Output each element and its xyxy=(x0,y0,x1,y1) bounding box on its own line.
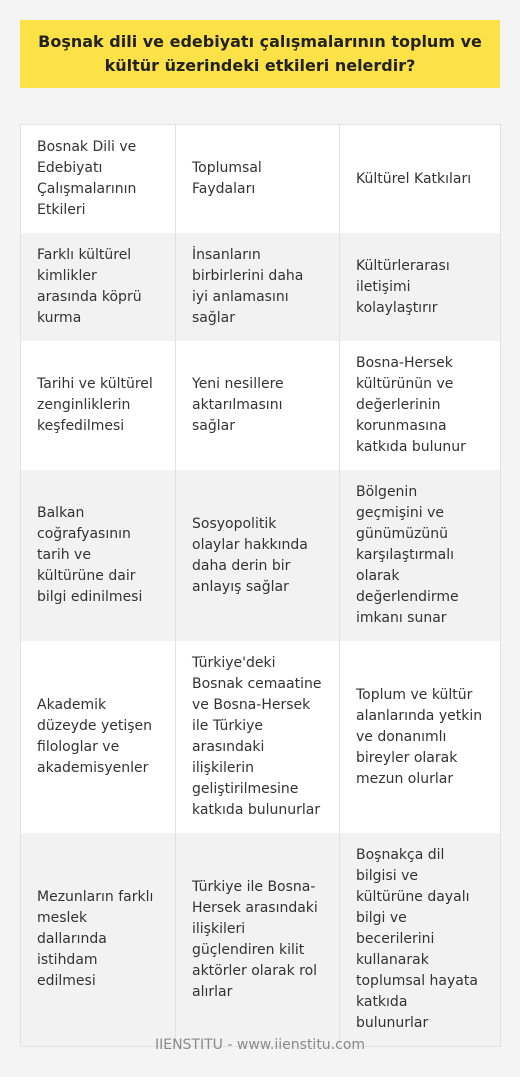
table-cell: Toplum ve kültür alanlarında yetkin ve donanımlı bireyler olarak mezun olurlar xyxy=(340,641,501,833)
table-cell: Toplumsal Faydaları xyxy=(176,125,340,234)
table-cell: Boşnakça dil bilgisi ve kültürüne dayalı bilgi ve becerilerini kullanarak toplumsal hayata katkıda bulunurlar xyxy=(340,833,501,1047)
table-cell: Türkiye ile Bosna-Hersek arasındaki ilişkileri güçlendiren kilit aktörler olarak rol alırlar xyxy=(176,833,340,1047)
page-title: Boşnak dili ve edebiyatı çalışmalarının toplum ve kültür üzerindeki etkileri nelerdir? xyxy=(38,32,482,75)
table-cell: Kültürel Katkıları xyxy=(340,125,501,234)
table-cell: Yeni nesillere aktarılmasını sağlar xyxy=(176,341,340,470)
table-cell: Akademik düzeyde yetişen filologlar ve akademisyenler xyxy=(21,641,176,833)
table-cell: Kültürlerarası iletişimi kolaylaştırır xyxy=(340,233,501,341)
table-cell: Balkan coğrafyasının tarih ve kültürüne dair bilgi edinilmesi xyxy=(21,470,176,641)
title-banner xyxy=(20,20,500,88)
table-cell: Bölgenin geçmişini ve günümüzünü karşılaştırmalı olarak değerlendirme imkanı sunar xyxy=(340,470,501,641)
comparison-table-container xyxy=(20,124,500,1047)
comparison-table xyxy=(20,124,501,1047)
table-cell: İnsanların birbirlerini daha iyi anlamasını sağlar xyxy=(176,233,340,341)
footer-attribution: IIENSTITU - www.iienstitu.com xyxy=(154,1037,366,1053)
table-cell: Bosnak Dili ve Edebiyatı Çalışmalarının Etkileri xyxy=(21,125,176,234)
table-row xyxy=(21,833,501,1047)
table-cell: Türkiye'deki Bosnak cemaatine ve Bosna-Hersek ile Türkiye arasındaki ilişkilerin geliştirilmesine katkıda bulunurlar xyxy=(176,641,340,833)
table-cell: Mezunların farklı meslek dallarında istihdam edilmesi xyxy=(21,833,176,1047)
table-cell: Tarihi ve kültürel zenginliklerin keşfedilmesi xyxy=(21,341,176,470)
table-row xyxy=(21,641,501,833)
table-cell: Farklı kültürel kimlikler arasında köprü kurma xyxy=(21,233,176,341)
table-row xyxy=(21,341,501,470)
table-row xyxy=(21,470,501,641)
table-header-row xyxy=(21,125,501,234)
table-cell: Bosna-Hersek kültürünün ve değerlerinin korunmasına katkıda bulunur xyxy=(340,341,501,470)
table-row xyxy=(21,233,501,341)
table-cell: Sosyopolitik olaylar hakkında daha derin bir anlayış sağlar xyxy=(176,470,340,641)
